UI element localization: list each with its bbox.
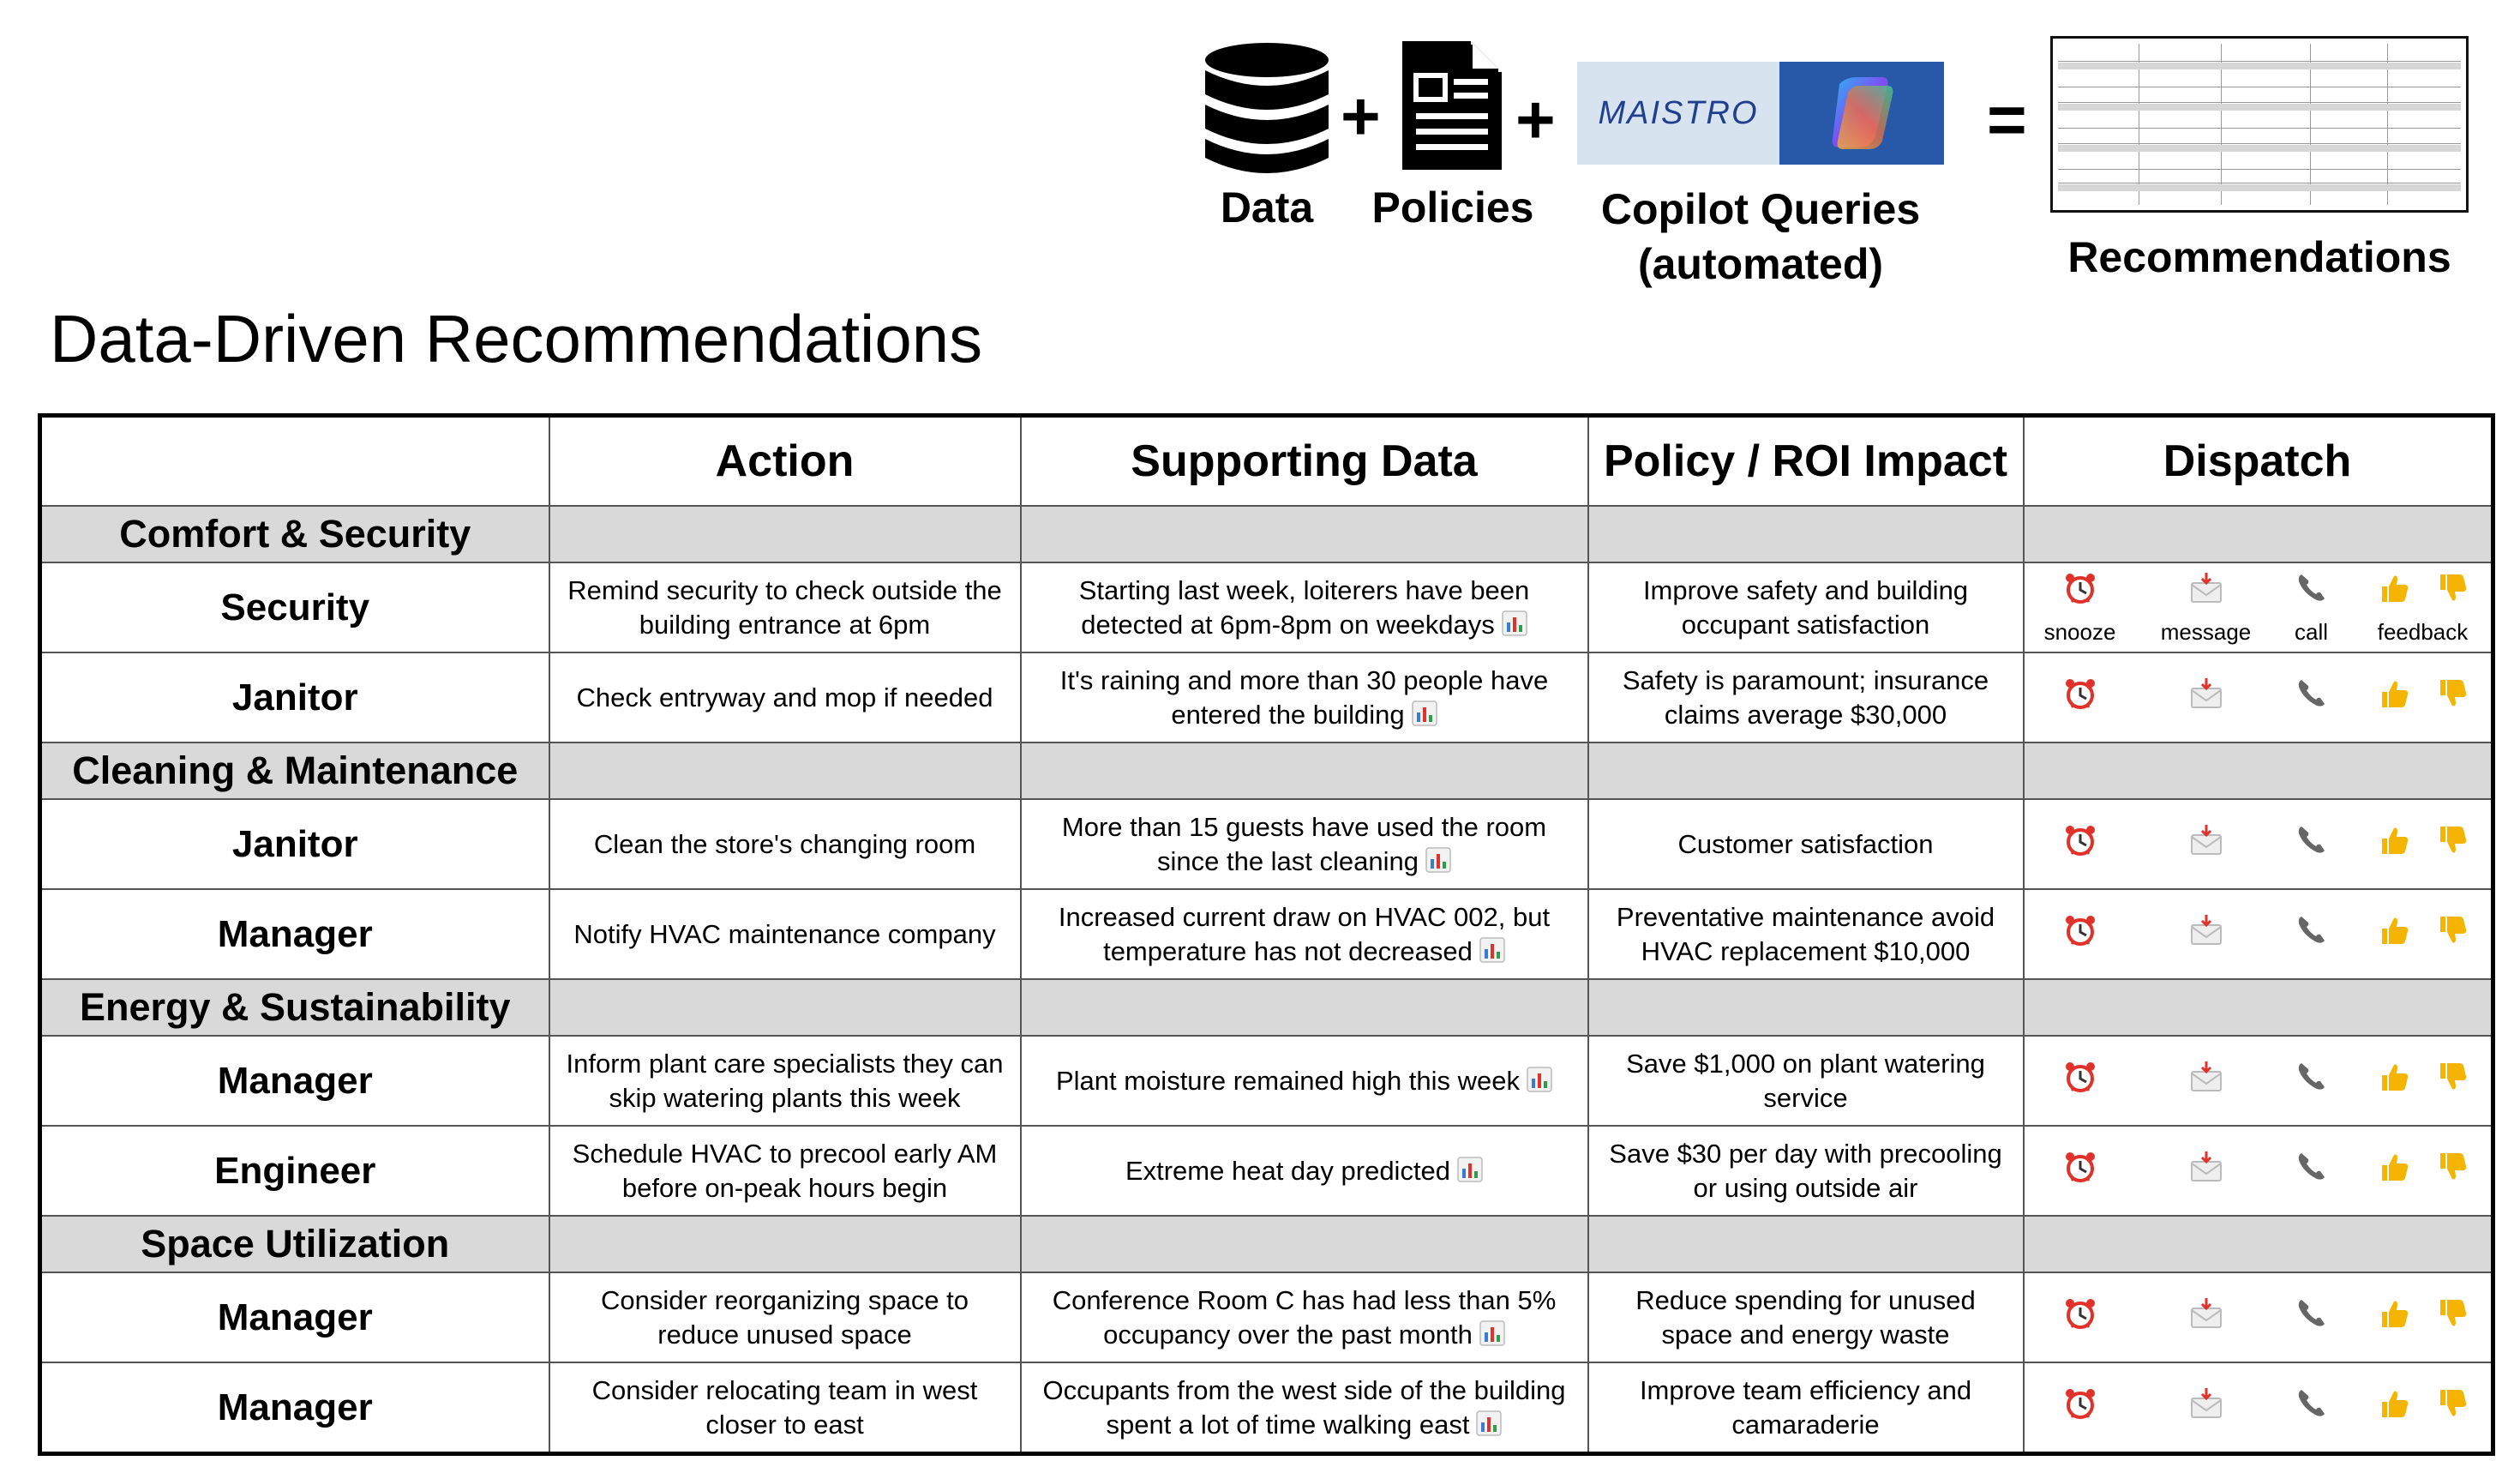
- envelope-icon: [2189, 913, 2223, 956]
- dispatch-cell: [2024, 889, 2493, 979]
- message-label: message: [2160, 618, 2252, 645]
- alarm-clock-icon: [2063, 1386, 2097, 1429]
- envelope-icon: [2189, 1386, 2223, 1429]
- maistro-wordmark: MAISTRO: [1598, 95, 1759, 131]
- feedback-group: [2367, 563, 2479, 652]
- snooze-button[interactable]: [2042, 563, 2119, 652]
- supporting-data-cell: [1021, 799, 1588, 889]
- section-spacer: [1021, 1216, 1588, 1272]
- table-row: [40, 1272, 2493, 1362]
- call-button[interactable]: [2282, 1363, 2342, 1452]
- action-text: Consider relocating team in west closer to east: [591, 1374, 978, 1440]
- copilot-icon: [1779, 62, 1944, 165]
- section-spacer: [1021, 979, 1588, 1036]
- supporting-data-cell: [1021, 1362, 1588, 1454]
- section-spacer: [1588, 979, 2024, 1036]
- phone-icon: [2295, 676, 2329, 719]
- alarm-clock-icon: [2063, 1060, 2097, 1103]
- alarm-clock-icon: [2063, 1150, 2097, 1193]
- impact-cell: [1588, 1272, 2024, 1362]
- impact-text: Reduce spending for unused space and energy waste: [1635, 1284, 1976, 1350]
- impact-text: Save $30 per day with precooling or using outside air: [1609, 1138, 2002, 1203]
- alarm-clock-icon: [2063, 913, 2097, 956]
- dispatch-actions: [2025, 1363, 2491, 1452]
- section-label: Space Utilization: [40, 1216, 549, 1272]
- snooze-button[interactable]: [2042, 1363, 2119, 1452]
- supporting-data-cell: [1021, 652, 1588, 743]
- phone-icon: [2295, 1150, 2329, 1193]
- snooze-label: snooze: [2043, 618, 2116, 645]
- role-cell: Manager: [40, 889, 549, 979]
- snooze-button[interactable]: [2042, 653, 2119, 742]
- message-button[interactable]: [2155, 653, 2258, 742]
- thumbs-down-icon[interactable]: [2435, 1060, 2469, 1103]
- thumbs-down-icon[interactable]: [2435, 676, 2469, 719]
- message-button[interactable]: [2155, 1127, 2258, 1215]
- phone-icon: [2295, 913, 2329, 956]
- recommendations-thumbnail: [2050, 36, 2469, 213]
- phone-icon: [2295, 1386, 2329, 1429]
- supporting-data-cell: [1021, 1272, 1588, 1362]
- thumbs-up-icon[interactable]: [2377, 823, 2411, 866]
- supporting-data-text: Increased current draw on HVAC 002, but temperature has not decreased: [1058, 901, 1551, 966]
- supporting-data-text: Occupants from the west side of the building spent a lot of time walking east: [1042, 1374, 1566, 1440]
- database-icon: [1203, 41, 1330, 177]
- impact-text: Safety is paramount; insurance claims average $30,000: [1622, 664, 1989, 730]
- dispatch-cell: [2024, 799, 2493, 889]
- bar-chart-icon[interactable]: [1495, 610, 1527, 640]
- impact-text: Preventative maintenance avoid HVAC replacement $10,000: [1616, 901, 1995, 966]
- table-row: [40, 799, 2493, 889]
- thumbs-down-icon[interactable]: [2435, 1386, 2469, 1429]
- envelope-icon: [2189, 676, 2223, 719]
- call-button[interactable]: [2282, 1127, 2342, 1215]
- bar-chart-icon[interactable]: [1419, 846, 1451, 876]
- snooze-button[interactable]: [2042, 1273, 2119, 1362]
- thumbs-up-icon[interactable]: [2377, 676, 2411, 719]
- snooze-button[interactable]: [2042, 890, 2119, 978]
- dispatch-actions: [2025, 890, 2491, 978]
- action-cell: [549, 1126, 1021, 1216]
- action-text: Consider reorganizing space to reduce unused space: [600, 1284, 969, 1350]
- section-spacer: [1588, 506, 2024, 562]
- thumbs-down-icon[interactable]: [2435, 913, 2469, 956]
- action-text: Inform plant care specialists they can skip watering plants this week: [566, 1048, 1004, 1113]
- action-text: Clean the store's changing room: [593, 828, 976, 859]
- action-cell: [549, 562, 1021, 652]
- section-label: Cleaning & Maintenance: [40, 743, 549, 799]
- impact-cell: [1588, 652, 2024, 743]
- thumbs-up-icon[interactable]: [2377, 1386, 2411, 1429]
- section-spacer: [1021, 743, 1588, 799]
- alarm-clock-icon: [2063, 1296, 2097, 1339]
- impact-text: Improve team efficiency and camaraderie: [1639, 1374, 1972, 1440]
- call-button[interactable]: [2282, 1273, 2342, 1362]
- call-button[interactable]: [2282, 1037, 2342, 1125]
- feedback-group: [2367, 1273, 2479, 1362]
- thumbs-up-icon[interactable]: [2377, 1296, 2411, 1339]
- thumbs-down-icon[interactable]: [2435, 1296, 2469, 1339]
- supporting-data-text: Extreme heat day predicted: [1125, 1155, 1451, 1186]
- header-dispatch: Dispatch: [2024, 416, 2493, 507]
- thumbs-up-icon[interactable]: [2377, 1060, 2411, 1103]
- feedback-group: [2367, 1037, 2479, 1125]
- impact-text: Save $1,000 on plant watering service: [1626, 1048, 1985, 1113]
- plus-sign: +: [1515, 81, 1556, 158]
- envelope-icon: [2189, 1150, 2223, 1193]
- bar-chart-icon[interactable]: [1450, 1156, 1483, 1186]
- role-cell: Manager: [40, 1036, 549, 1126]
- call-button[interactable]: [2282, 890, 2342, 978]
- alarm-clock-icon: [2063, 823, 2097, 866]
- message-button[interactable]: [2155, 1037, 2258, 1125]
- message-button[interactable]: [2155, 890, 2258, 978]
- snooze-button[interactable]: [2042, 800, 2119, 888]
- impact-cell: [1588, 1036, 2024, 1126]
- action-cell: [549, 1362, 1021, 1454]
- action-cell: [549, 1272, 1021, 1362]
- impact-text: Improve safety and building occupant satisfaction: [1642, 574, 1969, 640]
- section-spacer: [549, 979, 1021, 1036]
- call-button[interactable]: [2282, 800, 2342, 888]
- action-cell: [549, 889, 1021, 979]
- feedback-group: [2367, 653, 2479, 742]
- supporting-data-cell: [1021, 1126, 1588, 1216]
- phone-icon: [2295, 571, 2329, 614]
- thumbs-up-icon[interactable]: [2377, 1150, 2411, 1193]
- dispatch-cell: [2024, 1362, 2493, 1454]
- supporting-data-cell: [1021, 1036, 1588, 1126]
- table-header-row: [40, 416, 2493, 507]
- recommendations-table: [38, 413, 2495, 1456]
- envelope-icon: [2189, 571, 2223, 614]
- envelope-icon: [2189, 1060, 2223, 1103]
- impact-text: Customer satisfaction: [1677, 828, 1934, 859]
- action-text: Remind security to check outside the building entrance at 6pm: [567, 574, 1002, 640]
- action-text: Check entryway and mop if needed: [576, 682, 993, 712]
- impact-cell: [1588, 562, 2024, 652]
- equals-sign: =: [1987, 81, 2027, 158]
- impact-cell: [1588, 889, 2024, 979]
- dispatch-actions: [2025, 800, 2491, 888]
- copilot-logo: [1779, 62, 1944, 165]
- alarm-clock-icon: [2063, 571, 2097, 614]
- table-row: [40, 1362, 2493, 1454]
- bar-chart-icon[interactable]: [1473, 936, 1505, 966]
- role-cell: Manager: [40, 1272, 549, 1362]
- section-row: [40, 1216, 2493, 1272]
- thumbs-up-icon[interactable]: [2377, 571, 2411, 614]
- phone-icon: [2295, 823, 2329, 866]
- feedback-group: [2367, 800, 2479, 888]
- section-spacer: [549, 743, 1021, 799]
- maistro-logo: [1577, 62, 1779, 165]
- role-cell: Manager: [40, 1362, 549, 1454]
- header-action: Action: [549, 416, 1021, 507]
- feedback-label: feedback: [2377, 618, 2469, 645]
- snooze-button[interactable]: [2042, 1127, 2119, 1215]
- supporting-data-text: More than 15 guests have used the room since the last cleaning: [1061, 811, 1547, 876]
- impact-cell: [1588, 1362, 2024, 1454]
- alarm-clock-icon: [2063, 676, 2097, 719]
- supporting-data-text: Conference Room C has had less than 5% occupancy over the past month: [1052, 1284, 1557, 1350]
- section-spacer: [1021, 506, 1588, 562]
- section-label: Energy & Sustainability: [40, 979, 549, 1036]
- policies-label: Policies: [1371, 183, 1534, 231]
- dispatch-actions: [2025, 1273, 2491, 1362]
- header-policy-roi: Policy / ROI Impact: [1588, 416, 2024, 507]
- dispatch-actions: [2025, 1127, 2491, 1215]
- dispatch-actions: [2025, 653, 2491, 742]
- section-row: [40, 743, 2493, 799]
- dispatch-actions: [2025, 563, 2491, 652]
- action-cell: [549, 652, 1021, 743]
- bar-chart-icon[interactable]: [1473, 1320, 1505, 1350]
- section-spacer: [549, 1216, 1021, 1272]
- phone-icon: [2295, 1060, 2329, 1103]
- call-button[interactable]: [2282, 653, 2342, 742]
- impact-cell: [1588, 1126, 2024, 1216]
- thumbs-down-icon[interactable]: [2435, 571, 2469, 614]
- thumbs-up-icon[interactable]: [2377, 913, 2411, 956]
- dispatch-actions: [2025, 1037, 2491, 1125]
- document-icon: [1402, 41, 1502, 170]
- section-spacer: [549, 506, 1021, 562]
- envelope-icon: [2189, 823, 2223, 866]
- feedback-group: [2367, 1127, 2479, 1215]
- supporting-data-text: It's raining and more than 30 people have entered the building: [1059, 664, 1549, 730]
- role-cell: Security: [40, 562, 549, 652]
- dispatch-cell: [2024, 1126, 2493, 1216]
- message-button[interactable]: [2155, 800, 2258, 888]
- role-cell: Engineer: [40, 1126, 549, 1216]
- supporting-data-cell: [1021, 889, 1588, 979]
- section-row: [40, 979, 2493, 1036]
- action-text: Notify HVAC maintenance company: [573, 918, 996, 949]
- section-spacer: [2024, 743, 2493, 799]
- header-supporting-data: Supporting Data: [1021, 416, 1588, 507]
- dispatch-cell: [2024, 562, 2493, 652]
- call-button[interactable]: [2282, 563, 2342, 652]
- message-button[interactable]: [2155, 1273, 2258, 1362]
- thumbs-down-icon[interactable]: [2435, 823, 2469, 866]
- action-cell: [549, 1036, 1021, 1126]
- call-label: call: [2294, 618, 2328, 645]
- dispatch-cell: [2024, 1036, 2493, 1126]
- recommendations-label: Recommendations: [2067, 233, 2451, 281]
- thumbs-down-icon[interactable]: [2435, 1150, 2469, 1193]
- snooze-button[interactable]: [2042, 1037, 2119, 1125]
- bar-chart-icon[interactable]: [1520, 1066, 1552, 1096]
- header-role: [40, 416, 549, 507]
- action-cell: [549, 799, 1021, 889]
- section-spacer: [2024, 506, 2493, 562]
- dispatch-cell: [2024, 1272, 2493, 1362]
- section-spacer: [2024, 1216, 2493, 1272]
- table-row: [40, 889, 2493, 979]
- supporting-data-cell: [1021, 562, 1588, 652]
- table-row: [40, 652, 2493, 743]
- copilot-label-line1: Copilot Queries: [1600, 185, 1921, 233]
- message-button[interactable]: [2155, 1363, 2258, 1452]
- role-cell: Janitor: [40, 652, 549, 743]
- section-row: [40, 506, 2493, 562]
- message-button[interactable]: [2155, 563, 2258, 652]
- table-row: [40, 1036, 2493, 1126]
- feedback-group: [2367, 890, 2479, 978]
- phone-icon: [2295, 1296, 2329, 1339]
- envelope-icon: [2189, 1296, 2223, 1339]
- section-spacer: [1588, 1216, 2024, 1272]
- section-label: Comfort & Security: [40, 506, 549, 562]
- role-cell: Janitor: [40, 799, 549, 889]
- copilot-label-line2: (automated): [1637, 240, 1884, 288]
- bar-chart-icon[interactable]: [1405, 700, 1437, 730]
- section-spacer: [2024, 979, 2493, 1036]
- supporting-data-text: Plant moisture remained high this week: [1055, 1065, 1521, 1096]
- data-label: Data: [1220, 183, 1314, 231]
- plus-sign: +: [1341, 78, 1381, 154]
- table-row: [40, 1126, 2493, 1216]
- dispatch-cell: [2024, 652, 2493, 743]
- formula-banner: [0, 0, 2520, 309]
- supporting-data-text: Starting last week, loiterers have been detected at 6pm-8pm on weekdays: [1078, 574, 1530, 640]
- action-text: Schedule HVAC to precool early AM before on-peak hours begin: [572, 1138, 998, 1203]
- table-row: [40, 562, 2493, 652]
- section-spacer: [1588, 743, 2024, 799]
- feedback-group: [2367, 1363, 2479, 1452]
- page-title: Data-Driven Recommendations: [50, 301, 983, 376]
- bar-chart-icon[interactable]: [1469, 1410, 1502, 1440]
- impact-cell: [1588, 799, 2024, 889]
- copilot-logo-group: [1577, 62, 1944, 165]
